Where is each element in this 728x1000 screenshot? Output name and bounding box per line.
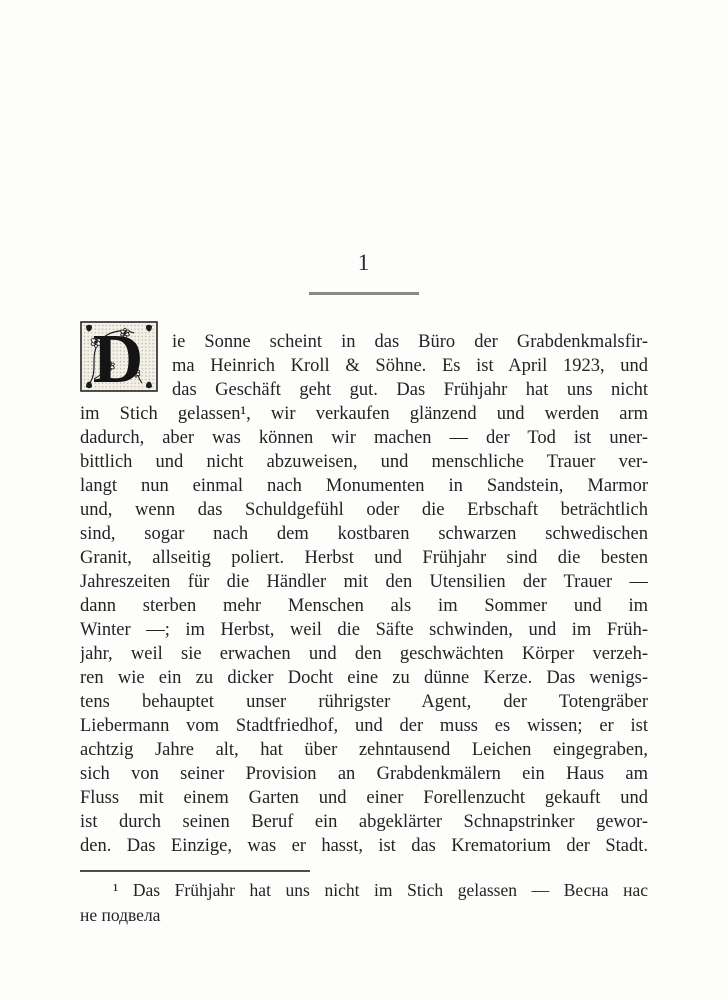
text-line: jahr, weil sie erwachen und den geschwächten Körper verzeh- (80, 644, 648, 664)
text-line: und, wenn das Schuldgefühl oder die Erbschaft beträchtlich (80, 500, 648, 520)
text-line: das Geschäft geht gut. Das Frühjahr hat uns nicht (172, 380, 648, 400)
footnote-line: не подвела (80, 905, 161, 925)
text-line: dann sterben mehr Menschen als im Sommer und im (80, 596, 648, 616)
text-line: Granit, allseitig poliert. Herbst und Frühjahr sind die besten (80, 548, 648, 568)
text-line: ist durch seinen Beruf ein abgeklärter Schnapstrinker gewor- (80, 812, 648, 832)
text-line: ie Sonne scheint in das Büro der Grabdenkmalsfir- (172, 332, 648, 352)
chapter-heading-rule (309, 292, 419, 295)
text-line: ma Heinrich Kroll & Söhne. Es ist April 1923, und (172, 356, 648, 376)
text-line: Fluss mit einem Garten und einer Forellenzucht gekauft und (80, 788, 648, 808)
text-line: tens behauptet unser rührigster Agent, der Totengräber (80, 692, 648, 712)
text-line: dadurch, aber was können wir machen — der Tod ist uner- (80, 428, 648, 448)
chapter-heading: 1 (357, 250, 371, 275)
drop-cap-letter: D (92, 321, 144, 392)
footnote-separator-rule (80, 870, 310, 872)
footnote-line: ¹ Das Frühjahr hat uns nicht im Stich gelassen — Весна нас (113, 880, 648, 900)
text-line: achtzig Jahre alt, hat über zehntausend Leichen eingegraben, (80, 740, 648, 760)
text-line: Winter —; im Herbst, weil die Säfte schwinden, und im Früh- (80, 620, 648, 640)
text-line: im Stich gelassen¹, wir verkaufen glänzend und werden arm (80, 404, 648, 424)
text-line: ren wie ein zu dicker Docht eine zu dünne Kerze. Das wenigs- (80, 668, 648, 688)
text-line: langt nun einmal nach Monumenten in Sandstein, Marmor (80, 476, 648, 496)
drop-cap-ornament (80, 321, 158, 392)
footnote (80, 878, 648, 928)
text-line: Liebermann vom Stadtfriedhof, und der muss es wissen; er ist (80, 716, 648, 736)
text-line: sind, sogar nach dem kostbaren schwarzen schwedischen (80, 524, 648, 544)
body-paragraph (80, 321, 648, 858)
text-line: den. Das Einzige, was er hasst, ist das Krematorium der Stadt. (80, 836, 648, 856)
text-line: sich von seiner Provision an Grabdenkmälern ein Haus am (80, 764, 648, 784)
text-line: bittlich und nicht abzuweisen, und menschliche Trauer ver- (80, 452, 648, 472)
text-line: Jahreszeiten für die Händler mit den Utensilien der Trauer — (80, 572, 648, 592)
